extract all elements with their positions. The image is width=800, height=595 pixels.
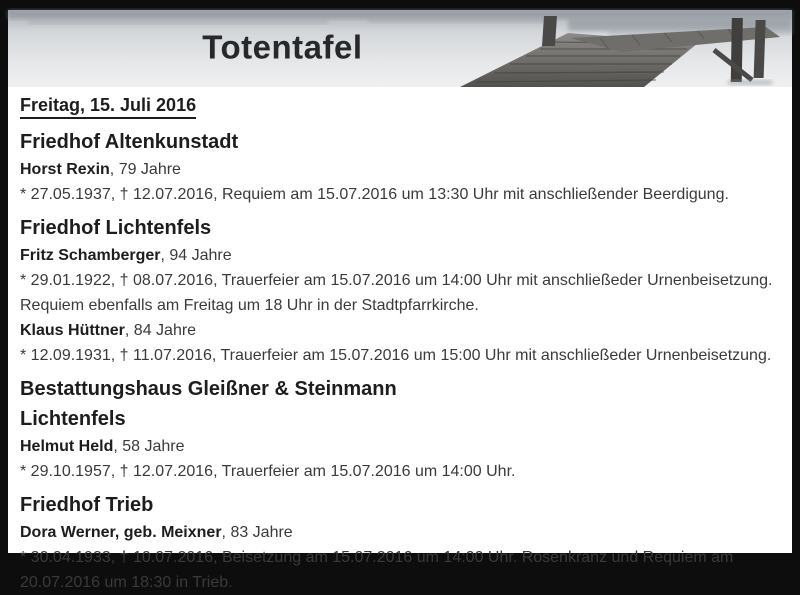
deceased-name: Helmut Held: [20, 438, 114, 455]
deceased-entry: [20, 157, 778, 182]
detail-line: * 29.01.1922, † 08.07.2016, Trauerfeier am 15.07.2016 um 14:00 Uhr mit anschließeder Urnenbeisetzung.: [20, 272, 773, 289]
deceased-name: Dora Werner, geb. Meixner: [20, 524, 222, 541]
section-bestattungshaus: [20, 377, 778, 484]
deceased-name: Horst Rexin: [20, 161, 110, 178]
date-heading: Freitag, 15. Juli 2016: [20, 95, 196, 119]
age-text: , 84 Jahre: [124, 322, 197, 339]
deceased-name: Klaus Hüttner: [20, 322, 125, 339]
detail-line: 20.07.2016 um 18:30 in Trieb.: [20, 574, 233, 591]
deceased-entry: [20, 318, 778, 343]
section-heading: Friedhof Altenkunstadt: [20, 131, 239, 153]
age-text: , 79 Jahre: [109, 161, 181, 178]
section-heading: Friedhof Lichtenfels: [20, 217, 212, 239]
obituary-body: [8, 87, 792, 595]
age-text: , 58 Jahre: [113, 438, 185, 455]
section-heading: Friedhof Trieb: [20, 494, 154, 516]
banner: [8, 10, 792, 87]
age-text: , 94 Jahre: [160, 247, 232, 264]
deceased-entry: [20, 434, 778, 459]
detail-line: * 12.09.1931, † 11.07.2016, Trauerfeier am 15.07.2016 um 15:00 Uhr mit anschließeder Urnenbeisetzung.: [20, 347, 772, 364]
detail-line: * 29.10.1957, † 12.07.2016, Trauerfeier am 15.07.2016 um 14:00 Uhr.: [20, 463, 516, 480]
section-altenkunstadt: [20, 130, 778, 207]
page-title: Totentafel: [202, 27, 363, 65]
detail-line: Requiem ebenfalls am Freitag um 18 Uhr in der Stadtpfarrkirche.: [20, 297, 479, 314]
deceased-entry: [20, 243, 778, 268]
content-area: [8, 10, 792, 591]
section-lichtenfels: [20, 216, 778, 368]
detail-line: * 30.04.1933, † 10.07.2016, Beisetzung am 15.07.2016 um 14:00 Uhr. Rosenkranz und Requiem am: [20, 549, 734, 566]
detail-line: * 27.05.1937, † 12.07.2016, Requiem am 15.07.2016 um 13:30 Uhr mit anschließender Beerdigung.: [20, 186, 729, 203]
section-trieb: [20, 493, 778, 595]
age-text: , 83 Jahre: [221, 524, 293, 541]
deceased-entry: [20, 520, 778, 545]
section-subheading: Lichtenfels: [20, 408, 126, 430]
deceased-name: Fritz Schamberger: [20, 247, 161, 264]
dock-photo: [8, 10, 792, 87]
section-heading: Bestattungshaus Gleißner & Steinmann: [20, 378, 397, 400]
